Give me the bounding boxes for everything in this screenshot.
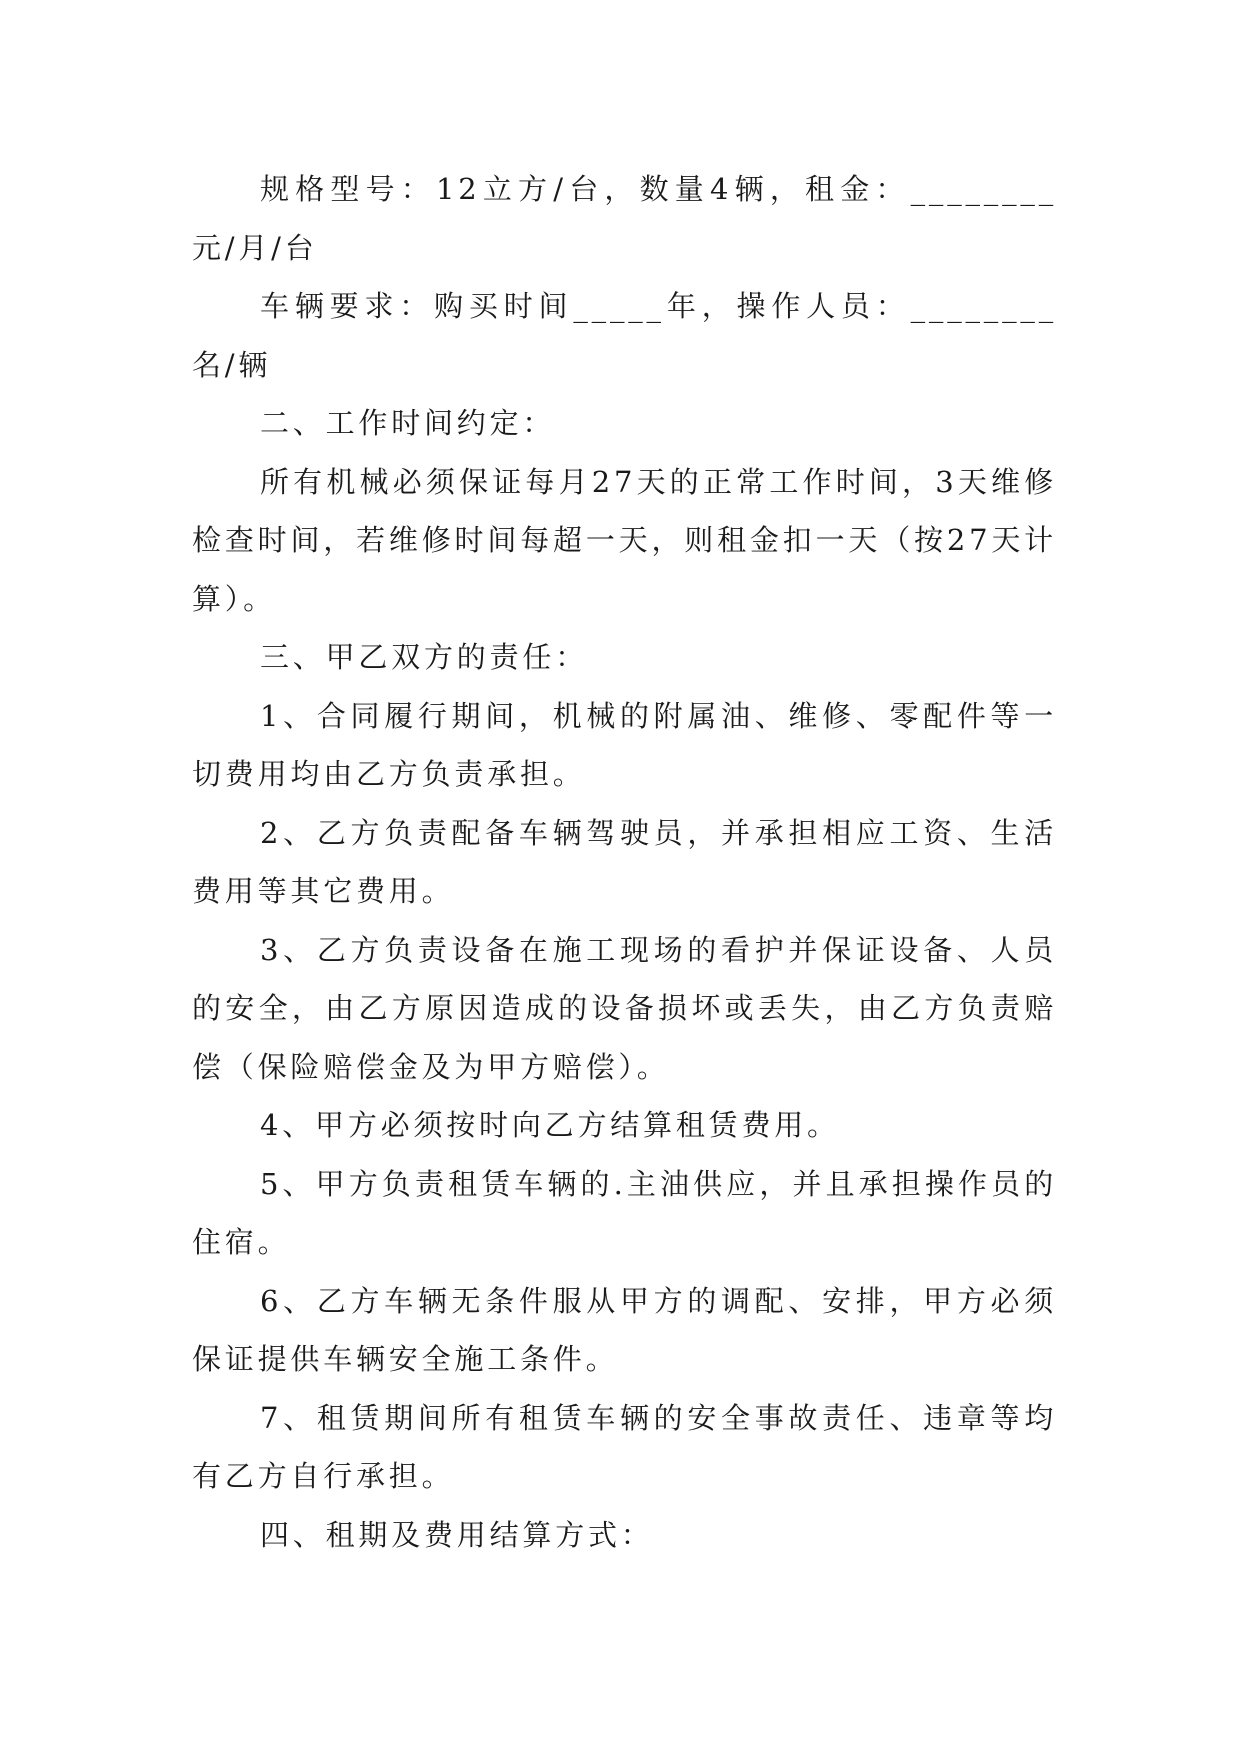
clause-1: 1、合同履行期间，机械的附属油、维修、零配件等一切费用均由乙方负责承担。 — [192, 698, 1057, 791]
clause-4: 4、甲方必须按时向乙方结算租赁费用。 — [260, 1108, 840, 1142]
clause-5: 5、甲方负责租赁车辆的.主油供应，并且承担操作员的住宿。 — [192, 1166, 1057, 1259]
paragraph-work-time: 所有机械必须保证每月27天的正常工作时间，3天维修检查时间，若维修时间每超一天，则租金扣一天（按27天计算）。 — [192, 464, 1057, 616]
clause-3: 3、乙方负责设备在施工现场的看护并保证设备、人员的安全，由乙方原因造成的设备损坏或丢失，由乙方负责赔偿（保险赔偿金及为甲方赔偿）。 — [192, 932, 1057, 1084]
section-heading-responsibilities: 三、甲乙双方的责任： — [260, 640, 589, 674]
section-heading-lease-settlement: 四、租期及费用结算方式： — [260, 1517, 654, 1552]
paragraph-vehicle-requirements: 车辆要求：购买时间_____年，操作人员：________名/辆 — [192, 289, 1057, 382]
section-heading-work-time: 二、工作时间约定： — [260, 406, 556, 440]
document-body — [192, 160, 1057, 1564]
clause-2: 2、乙方负责配备车辆驾驶员，并承担相应工资、生活费用等其它费用。 — [192, 815, 1057, 908]
clause-7: 7、租赁期间所有租赁车辆的安全事故责任、违章等均有乙方自行承担。 — [192, 1400, 1057, 1493]
clause-6: 6、乙方车辆无条件服从甲方的调配、安排，甲方必须保证提供车辆安全施工条件。 — [192, 1283, 1057, 1376]
paragraph-spec-model: 规格型号：12立方/台，数量4辆，租金：________元/月/台 — [192, 172, 1057, 265]
